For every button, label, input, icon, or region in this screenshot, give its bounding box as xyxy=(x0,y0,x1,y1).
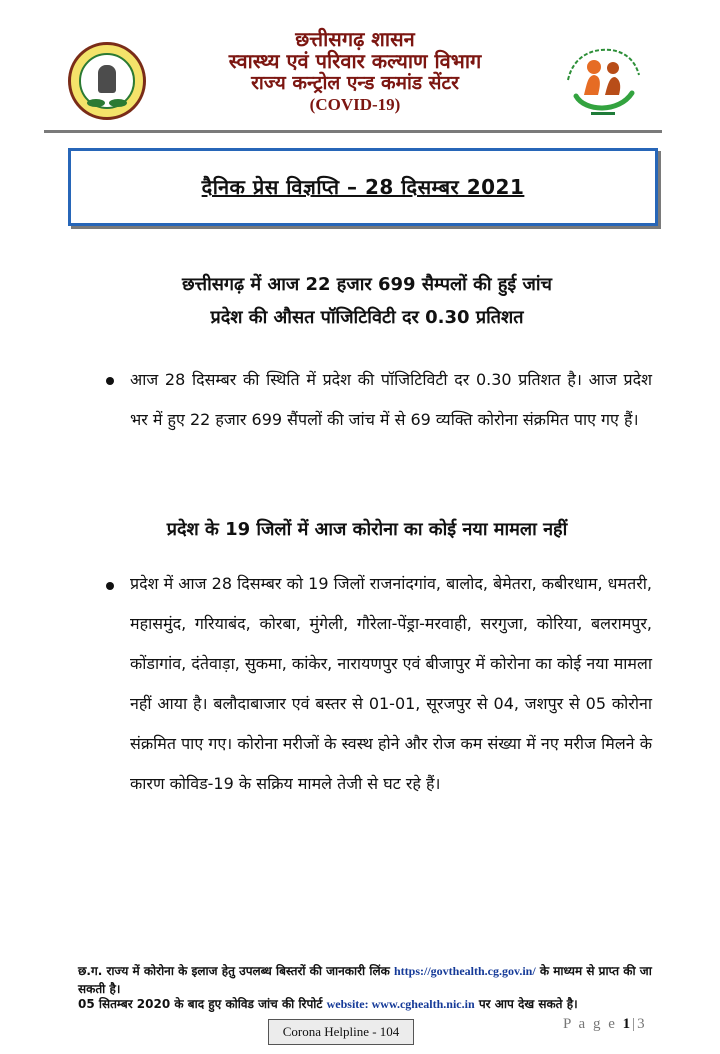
test-report-link[interactable]: website: www.cghealth.nic.in xyxy=(326,997,475,1011)
health-department-logo-icon xyxy=(563,45,643,120)
chhattisgarh-emblem-icon xyxy=(68,42,146,120)
department-name: स्वास्थ्य एवं परिवार कल्याण विभाग xyxy=(228,49,482,73)
page-number: P a g e 1|3 xyxy=(563,1016,647,1032)
testing-headline-line-2: प्रदेश की औसत पॉजिटिविटी दर 0.30 प्रतिशत xyxy=(210,307,524,328)
districts-paragraph: प्रदेश में आज 28 दिसम्बर को 19 जिलों राजनांदगांव, बालोद, बेमेतरा, कबीरधाम, धमतरी, महासमुंद, गरियाबंद, कोरबा, मुंगेली, गौरेला-पेंड्रा-मरवाही, सरगुजा, कोरिया, बलरामपुर, कोंडागांव, दंतेवाड़ा, सुकमा, कांकेर, नारायणपुर एवं बीजापुर में कोरोना का कोई नया मामला नहीं आया है। बलौदाबाजार एवं बस्तर से 01-01, सूरजपुर से 04, जशपुर से 05 कोरोना संक्रमित पाए गए। कोरोना मरीजों के स्वस्थ होने और रोज कम संख्या में नए मरीज मिलने के कारण कोविड-19 के सक्रिय मामले तेजी से घट रहे हैं। xyxy=(130,574,652,793)
left-leaf-icon xyxy=(87,99,105,107)
header-divider xyxy=(44,130,662,133)
current-page: 1 xyxy=(622,1016,633,1032)
covid-label: (COVID-19) xyxy=(309,95,401,114)
document-header xyxy=(0,0,720,135)
districts-headline: प्रदेश के 19 जिलों में आज कोरोना का कोई नया मामला नहीं xyxy=(166,519,568,540)
bullet-icon xyxy=(106,582,114,590)
testing-headline xyxy=(72,268,662,334)
corona-helpline-box: Corona Helpline - 104 xyxy=(268,1019,414,1045)
bed-info-link[interactable]: https://govthealth.cg.gov.in/ xyxy=(393,964,536,978)
press-release-title: दैनिक प्रेस विज्ञप्ति – 28 दिसम्बर 2021 xyxy=(201,175,525,199)
department-title xyxy=(190,28,520,116)
right-leaf-icon xyxy=(109,99,127,107)
positivity-paragraph: आज 28 दिसम्बर की स्थिति में प्रदेश की पॉजिटिविटी दर 0.30 प्रतिशत है। आज प्रदेश भर में हुए 22 हजार 699 सैंपलों की जांच में से 69 व्यक्ति कोरोना संक्रमित पाए गए हैं। xyxy=(130,370,652,429)
test-report-text: 05 सितम्बर 2020 के बाद हुए कोविड जांच की रिपोर्ट xyxy=(78,997,323,1011)
test-report-note xyxy=(78,995,668,1013)
bed-info-text: छ.ग. राज्य में कोरोना के इलाज हेतु उपलब्ध बिस्तरों की जानकारी लिंक xyxy=(78,964,390,978)
page-label: P a g e xyxy=(563,1016,617,1032)
government-title: छत्तीसगढ़ शासन xyxy=(295,27,415,51)
control-center-name: राज्य कन्ट्रोल एन्ड कमांड सेंटर xyxy=(251,72,459,94)
press-release-title-box xyxy=(68,148,658,226)
bed-info-text-end: के माध्यम से प्राप्त की जा सकती है। xyxy=(78,964,652,996)
total-pages: 3 xyxy=(637,1016,647,1032)
bullet-icon xyxy=(106,377,114,385)
bed-info-note xyxy=(78,962,668,998)
lion-capital-icon xyxy=(98,65,116,93)
test-report-text-end: पर आप देख सकते है। xyxy=(478,997,578,1011)
testing-headline-line-1: छत्तीसगढ़ में आज 22 हजार 699 सैम्पलों की हुई जांच xyxy=(182,274,552,295)
